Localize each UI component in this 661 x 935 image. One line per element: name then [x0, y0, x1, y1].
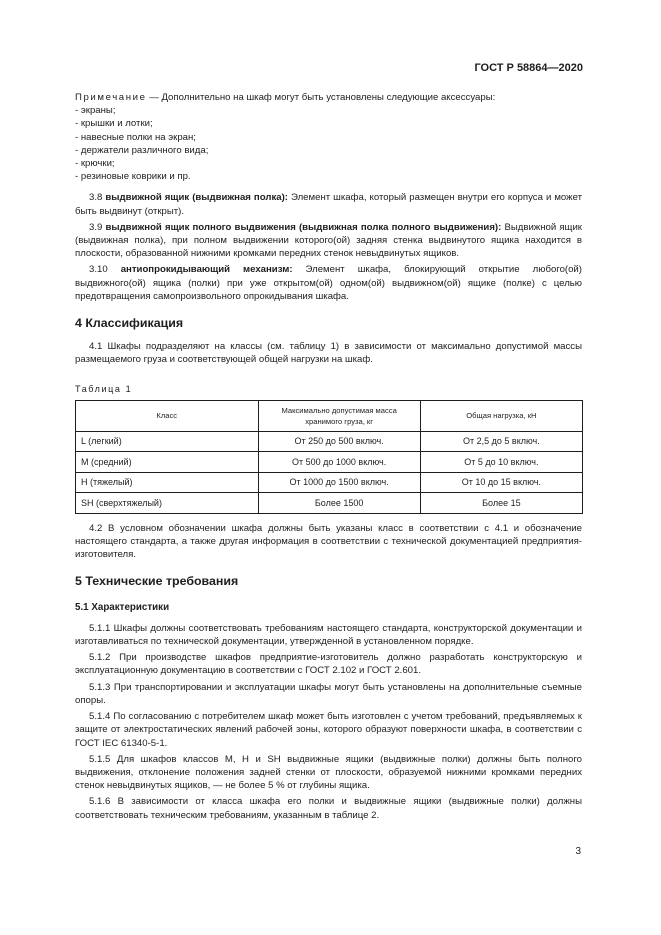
section-5-title: 5 Технические требования	[75, 574, 239, 589]
table-header-row	[76, 400, 583, 431]
paragraph-4-1: 4.1 Шкафы подразделяют на классы (см. таблицу 1) в зависимости от максимально допустимой массы размещаемого груза и соответствующей общей нагрузки на шкаф.	[75, 341, 582, 366]
definition-text: Выдвижной ящик (выдвижная полка), при полном выдвижении которого(ой) задняя стенка выдвинутого ящика находится в плоскости, образованной нижними кромками передних стенок невыдвинутых ящиков.	[75, 221, 583, 260]
section-4-title: 4 Классификация	[75, 316, 184, 331]
paragraph-5-1-1: 5.1.1 Шкафы должны соответствовать требованиям настоящего стандарта, конструкторской документации и изготавливаться по технической документации, утвержденной в установленном порядке.	[75, 622, 582, 648]
table-row	[76, 452, 583, 473]
list-item: - навесные полки на экран;	[75, 131, 196, 143]
paragraph-5-1-6: 5.1.6 В зависимости от класса шкафа его полки и выдвижные ящики (выдвижные полки) должны соответствовать техническим требованиям, указанным в таблице 2.	[75, 796, 582, 821]
table-cell: Более 1500	[258, 493, 420, 514]
list-item: - экраны;	[75, 105, 116, 117]
table-cell: От 500 до 1000 включ.	[258, 452, 420, 473]
list-item: - крышки и лотки;	[75, 118, 153, 130]
definition-3-10	[75, 263, 582, 303]
paragraph-4-2: 4.2 В условном обозначении шкафа должны быть указаны класс в соответствии с 4.1 и обозначение настоящего стандарта, а также другая информация в соответствии с технической документацией предприятия-изготовителя.	[75, 522, 582, 561]
table-header: Класс	[76, 400, 259, 431]
table-header: Общая нагрузка, кН	[420, 400, 582, 431]
definition-term: выдвижной ящик (выдвижная полка):	[105, 192, 288, 204]
note-label: Примечание	[75, 92, 147, 103]
table-row	[76, 431, 583, 452]
table-cell: От 250 до 500 включ.	[258, 431, 420, 452]
table-cell: M (средний)	[76, 452, 259, 473]
note-intro	[75, 91, 582, 104]
note-text: — Дополнительно на шкаф могут быть установлены следующие аксессуары:	[146, 92, 496, 103]
table-cell: От 2,5 до 5 включ.	[420, 431, 582, 452]
list-item: - резиновые коврики и пр.	[75, 171, 191, 183]
definition-number: 3.8	[89, 192, 103, 204]
table-cell: От 10 до 15 включ.	[420, 472, 582, 493]
subsection-5-1-title: 5.1 Характеристики	[75, 601, 170, 613]
table-header: Максимально допустимая масса хранимого груза, кг	[258, 400, 420, 431]
definition-number: 3.9	[89, 221, 103, 233]
definition-3-9	[75, 221, 582, 261]
paragraph-5-1-2: 5.1.2 При производстве шкафов предприятие-изготовитель должно разработать конструкторскую и эксплуатационную документацию в соответствии с ГОСТ 2.102 и ГОСТ 2.601.	[75, 652, 582, 677]
table-row	[76, 472, 583, 493]
table-cell: Более 15	[420, 493, 582, 514]
table-row	[76, 493, 583, 514]
page-content	[75, 91, 582, 822]
page-number: 3	[575, 846, 581, 857]
table-cell: H (тяжелый)	[76, 472, 259, 493]
table-cell: От 5 до 10 включ.	[420, 452, 582, 473]
definition-term: выдвижной ящик полного выдвижения (выдвижная полка полного выдвижения):	[105, 221, 502, 233]
definition-text: Элемент шкафа, блокирующий открытие любого(ой) выдвижного(ой) ящика (полки) при уже открытом(ой) одном(ой) выдвижном(ой) ящике (полке) с целью предотвращения самопроизвольного опрокидывания шкафа.	[75, 264, 582, 302]
definition-number: 3.10	[89, 264, 108, 276]
list-item: - держатели различного вида;	[75, 144, 209, 156]
standard-header: ГОСТ Р 58864—2020	[474, 62, 583, 74]
table-cell: От 1000 до 1500 включ.	[258, 472, 420, 493]
table-cell: SH (сверхтяжелый)	[76, 493, 259, 514]
paragraph-5-1-5: 5.1.5 Для шкафов классов M, H и SH выдвижные ящики (выдвижные полки) должны быть полного выдвижения, отклонение положения задней стенки от плоскости, образуемой нижними кромками передних стенок невыдвинутых ящиков, — не более 5 % от глубины ящика.	[75, 753, 582, 792]
table-cell: L (легкий)	[76, 431, 259, 452]
definition-text: Элемент шкафа, который размещен внутри его корпуса и может быть выдвинут (открыт).	[75, 192, 582, 217]
list-item: - крючки;	[75, 158, 115, 170]
paragraph-5-1-4: 5.1.4 По согласованию с потребителем шкаф может быть изготовлен с учетом требований, предъявляемых к защите от электростатических явлений рабочей зоны, которого образуют поверхности шкафа, в соответствии с ГОСТ IEC 61340-5-1.	[75, 711, 582, 749]
paragraph-5-1-3: 5.1.3 При транспортировании и эксплуатации шкафы могут быть установлены на дополнительные съемные опоры.	[75, 681, 582, 706]
classification-table	[75, 400, 583, 514]
definition-term: антиопрокидывающий механизм:	[120, 264, 293, 276]
accessory-list	[75, 104, 582, 183]
table-caption: Таблица 1	[75, 383, 133, 394]
definition-3-8	[75, 191, 582, 217]
